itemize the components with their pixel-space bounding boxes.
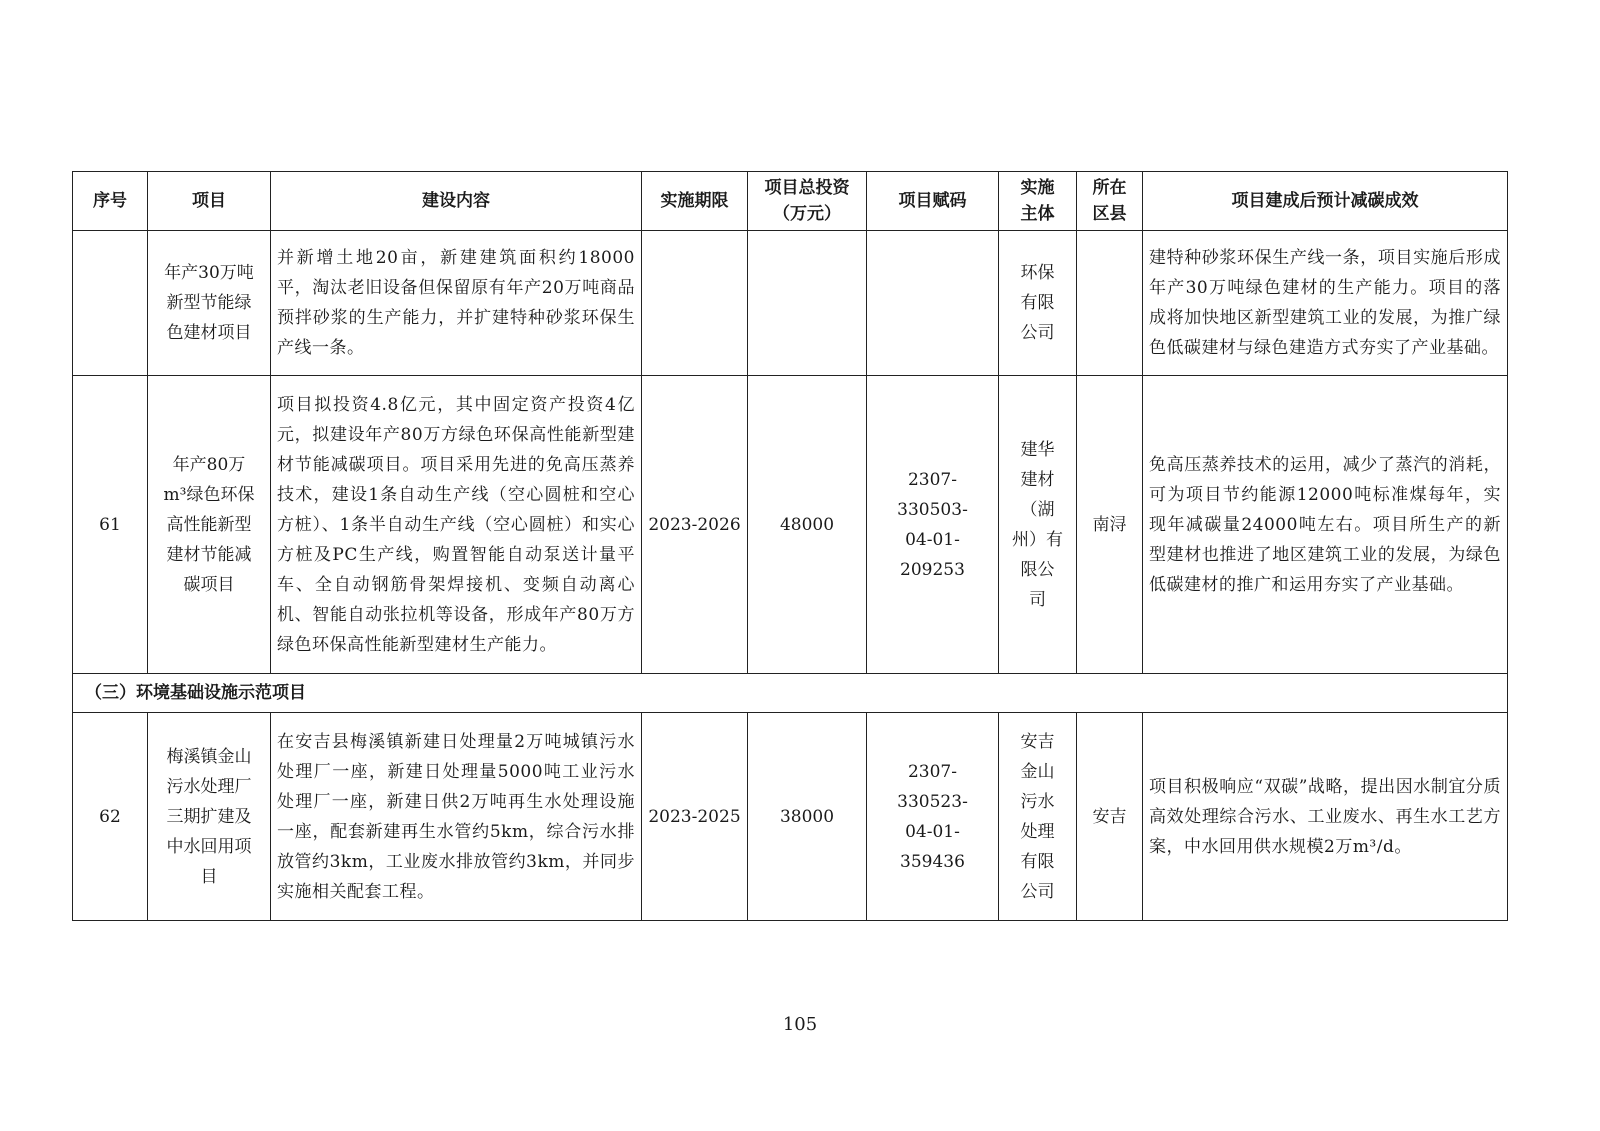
cell-project: 年产80万 m³绿色环保 高性能新型 建材节能减 碳项目 [148, 376, 271, 674]
header-period: 实施期限 [642, 172, 748, 231]
cell-seq: 62 [73, 713, 148, 921]
cell-investment: 38000 [748, 713, 867, 921]
cell-county: 南浔 [1077, 376, 1143, 674]
table-row [73, 376, 1508, 674]
cell-period [642, 231, 748, 376]
cell-county [1077, 231, 1143, 376]
header-code: 项目赋码 [867, 172, 999, 231]
cell-entity: 环保 有限 公司 [999, 231, 1077, 376]
header-content: 建设内容 [271, 172, 642, 231]
header-project: 项目 [148, 172, 271, 231]
cell-seq: 61 [73, 376, 148, 674]
header-investment: 项目总投资 （万元） [748, 172, 867, 231]
table-row [73, 713, 1508, 921]
cell-entity: 建华 建材 （湖 州）有 限公 司 [999, 376, 1077, 674]
cell-investment [748, 231, 867, 376]
cell-content: 项目拟投资4.8亿元，其中固定资产投资4亿元，拟建设年产80万方绿色环保高性能新型建材节能减碳项目。项目采用先进的免高压蒸养技术，建设1条自动生产线（空心圆桩和空心方桩）、1条半自动生产线（空心圆桩）和实心方桩及PC生产线，购置智能自动泵送计量平车、全自动钢筋骨架焊接机、变频自动离心机、智能自动张拉机等设备，形成年产80万方绿色环保高性能新型建材生产能力。 [271, 376, 642, 674]
cell-project: 梅溪镇金山 污水处理厂 三期扩建及 中水回用项 目 [148, 713, 271, 921]
cell-county: 安吉 [1077, 713, 1143, 921]
cell-effect: 项目积极响应“双碳”战略，提出因水制宜分质高效处理综合污水、工业废水、再生水工艺方案，中水回用供水规模2万m³/d。 [1143, 713, 1508, 921]
section-row [73, 674, 1508, 713]
cell-effect: 建特种砂浆环保生产线一条，项目实施后形成年产30万吨绿色建材的生产能力。项目的落成将加快地区新型建筑工业的发展，为推广绿色低碳建材与绿色建造方式夯实了产业基础。 [1143, 231, 1508, 376]
cell-content: 在安吉县梅溪镇新建日处理量2万吨城镇污水处理厂一座，新建日处理量5000吨工业污水处理厂一座，新建日供2万吨再生水处理设施一座，配套新建再生水管约5km，综合污水排放管约3km，工业废水排放管约3km，并同步实施相关配套工程。 [271, 713, 642, 921]
cell-code: 2307-330523- 04-01-359436 [867, 713, 999, 921]
project-table [72, 171, 1508, 921]
cell-code [867, 231, 999, 376]
cell-period: 2023-2026 [642, 376, 748, 674]
cell-period: 2023-2025 [642, 713, 748, 921]
header-seq: 序号 [73, 172, 148, 231]
cell-entity: 安吉 金山 污水 处理 有限 公司 [999, 713, 1077, 921]
cell-content: 并新增土地20亩，新建建筑面积约18000平，淘汰老旧设备但保留原有年产20万吨商品预拌砂浆的生产能力，并扩建特种砂浆环保生产线一条。 [271, 231, 642, 376]
table-header-row [73, 172, 1508, 231]
table-row [73, 231, 1508, 376]
cell-seq [73, 231, 148, 376]
page-number: 105 [782, 1014, 818, 1035]
cell-code: 2307-330503- 04-01-209253 [867, 376, 999, 674]
cell-project: 年产30万吨 新型节能绿 色建材项目 [148, 231, 271, 376]
cell-investment: 48000 [748, 376, 867, 674]
header-county: 所在 区县 [1077, 172, 1143, 231]
cell-effect: 免高压蒸养技术的运用，减少了蒸汽的消耗，可为项目节约能源12000吨标准煤每年，实现年减碳量24000吨左右。项目所生产的新型建材也推进了地区建筑工业的发展，为绿色低碳建材的推广和运用夯实了产业基础。 [1143, 376, 1508, 674]
section-title: （三）环境基础设施示范项目 [73, 674, 1508, 713]
header-effect: 项目建成后预计减碳成效 [1143, 172, 1508, 231]
header-entity: 实施 主体 [999, 172, 1077, 231]
